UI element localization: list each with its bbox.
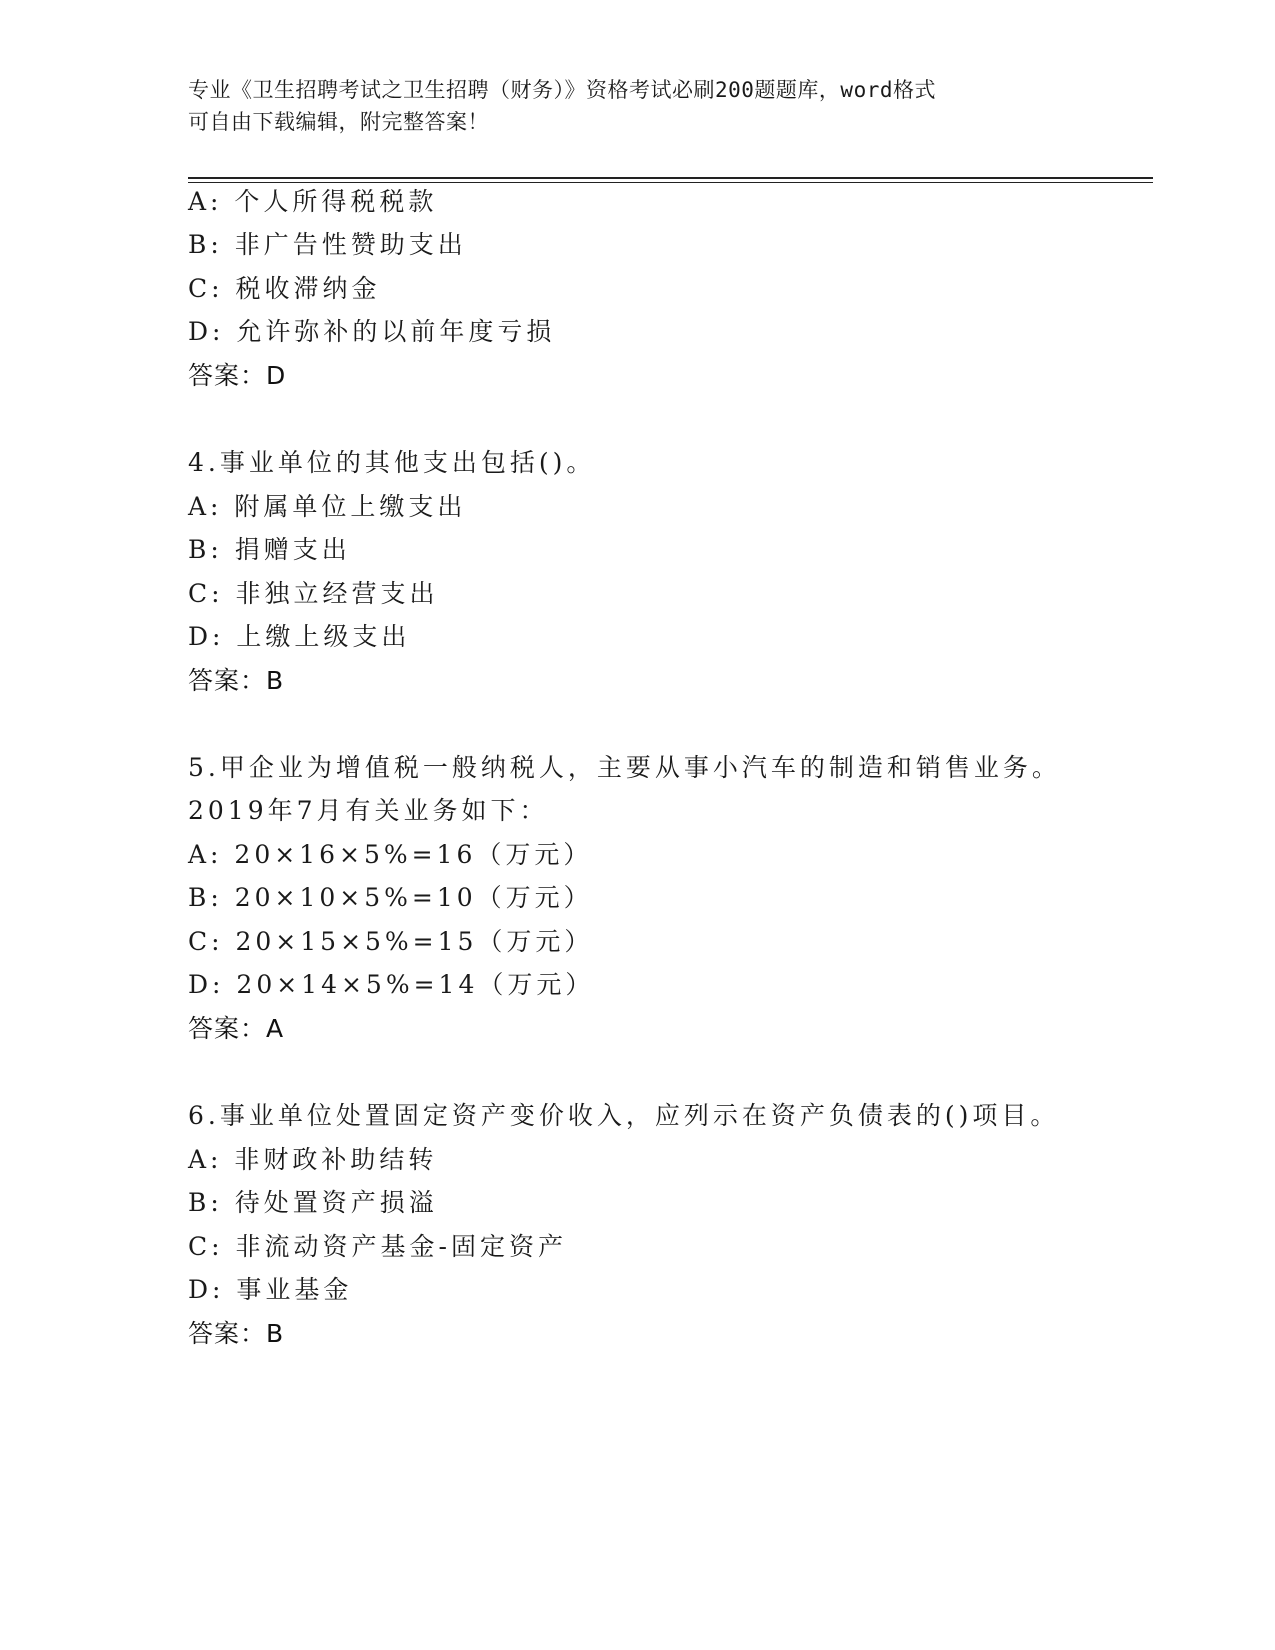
header-divider-thin xyxy=(188,182,1153,183)
q5-option-b: B: 20×10×5%=10（万元） xyxy=(188,883,593,912)
q6-stem: 6.事业单位处置固定资产变价收入，应列示在资产负债表的()项目。 xyxy=(188,1101,1060,1130)
document-header xyxy=(188,74,1068,138)
q4-stem: 4.事业单位的其他支出包括()。 xyxy=(188,448,596,477)
q5-option-c: C: 20×15×5%=15（万元） xyxy=(188,927,594,956)
q5-option-d: D: 20×14×5%=14（万元） xyxy=(188,970,595,999)
q3-option-c: C: 税收滞纳金 xyxy=(188,274,381,303)
q5-stem-line-2: 2019年7月有关业务如下： xyxy=(188,796,549,825)
q4-option-b: B: 捐赠支出 xyxy=(188,535,351,564)
header-title-line-1: 专业《卫生招聘考试之卫生招聘（财务）》资格考试必刷200题题库，word格式 xyxy=(188,78,936,102)
q5-answer: 答案：A xyxy=(188,1014,285,1043)
q3-option-d: D: 允许弥补的以前年度亏损 xyxy=(188,317,556,346)
q4-answer: 答案：B xyxy=(188,666,285,695)
q5-option-a: A: 20×16×5%=16（万元） xyxy=(188,840,593,869)
q4-option-c: C: 非独立经营支出 xyxy=(188,579,439,608)
q6-option-a: A: 非财政补助结转 xyxy=(188,1145,438,1174)
q3-option-b: B: 非广告性赞助支出 xyxy=(188,230,467,259)
q3-option-a: A: 个人所得税税款 xyxy=(188,187,438,216)
q6-option-b: B: 待处置资产损溢 xyxy=(188,1188,438,1217)
header-divider xyxy=(188,177,1153,179)
q3-answer: 答案：D xyxy=(188,361,287,390)
q6-answer: 答案：B xyxy=(188,1319,285,1348)
q6-option-c: C: 非流动资产基金-固定资产 xyxy=(188,1232,567,1261)
q4-option-d: D: 上缴上级支出 xyxy=(188,622,411,651)
q6-option-d: D: 事业基金 xyxy=(188,1275,353,1304)
q5-stem-line-1: 5.甲企业为增值税一般纳税人，主要从事小汽车的制造和销售业务。 xyxy=(188,753,1061,782)
q4-option-a: A: 附属单位上缴支出 xyxy=(188,492,467,521)
header-title-line-2: 可自由下载编辑，附完整答案！ xyxy=(188,110,489,134)
